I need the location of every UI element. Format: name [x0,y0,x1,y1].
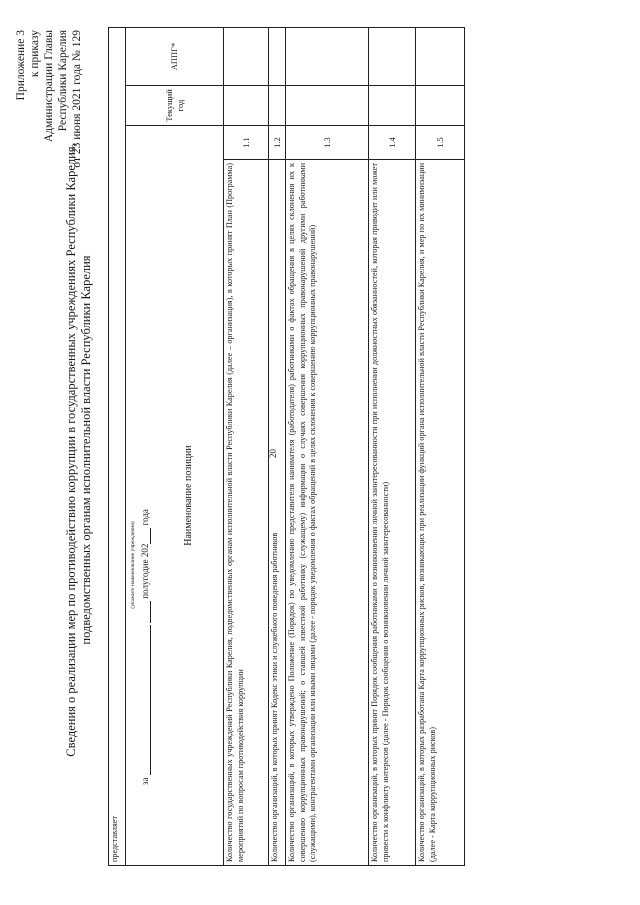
row-text: Количество государственных учреждений Республики Карелия, подведомственных органам исполнительной власти Республики Карелия (далее – организация), в которых принят План (Программа) мероприятий по вопросам противодействия коррупции [224,160,269,866]
appg-value [224,28,269,86]
table-row [286,28,369,866]
year-blank [142,528,151,544]
institution-hint: (укажите наименование учреждения) [130,521,136,609]
row-text: Количество организаций, в которых принят Кодекс этики и служебного поведения работников [269,160,286,866]
represents-cell: представляет [109,28,126,866]
row-text: Количество организаций, в которых утверждено Положение (Порядок) по уведомлению представителя нанимателя (работодателя) работниками о фактах обращения в целях склонения их к совершению коррупционных правонарушений; о ставшей известной работнику (служащему) информации о случаях совершения коррупционных правонарушений другими работниками (служащими), контрагентами организации или иными лицами (далее - порядок уведомления о фактах обращений в целях склонения к совершению коррупционных правонарушений) [286,160,369,866]
current-year-value [286,86,369,126]
table-row [269,28,286,866]
name-header-cell [126,126,224,866]
period-half-year: полугодие 202 [140,543,150,599]
table-row [224,28,269,866]
period-year: года [140,509,150,526]
appg-value [286,28,369,86]
appg-value [369,28,416,86]
table-row [369,28,416,866]
title-line-2: подведомственных органам исполнительной власти Республики Карелия [79,255,93,645]
appendix-line-2: к приказу [29,30,41,78]
row-text: Количество организаций, в которых принят Порядок сообщения работниками о возникновении личной заинтересованности при исполнении должностных обязанностей, которая приводит или может привести к конфликту интересов (далее - Порядок сообщения о возникновении личной заинтересованности) [369,160,416,866]
column-name-title: Наименование позиции [183,445,194,546]
appendix-line-3: Администрации Главы Республики Карелия [43,30,69,143]
document-title [64,60,94,840]
row-code: 1.1 [224,126,269,160]
period-line [140,509,151,785]
row-code: 1.4 [369,126,416,160]
table-row [416,28,465,866]
current-year-value [224,86,269,126]
row-code: 1.2 [269,126,286,160]
report-table [108,27,465,866]
appg-value [269,28,286,86]
row-text: Количество организаций, в которых разработана Карта коррупционных рисков, возникающих при реализации функций органа исполнительной власти Республики Карелия, и мер по их минимизации (далее - Карта коррупционных рисков) [416,160,465,866]
appendix-line-1: Приложение 3 [15,30,27,101]
current-year-header: Текущий год [126,86,224,126]
appendix-line-4: от 23 июня 2021 года № 129 [71,30,83,168]
header-row [126,28,224,866]
current-year-value [369,86,416,126]
period-za: за [140,777,150,785]
represents-row [109,28,126,866]
title-line-1: Сведения о реализации мер по противодействию коррупции в государственных учреждениях Республики Карелия, [64,143,78,757]
rotated-page-content [0,20,590,880]
row-code: 1.5 [416,126,465,160]
appg-header: АППГ* [126,28,224,86]
current-year-value [416,86,465,126]
appg-value [416,28,465,86]
row-code: 1.3 [286,126,369,160]
half-year-blank [142,601,151,623]
current-year-value [269,86,286,126]
institution-blank [142,625,151,775]
page-number: 20 [268,449,278,458]
